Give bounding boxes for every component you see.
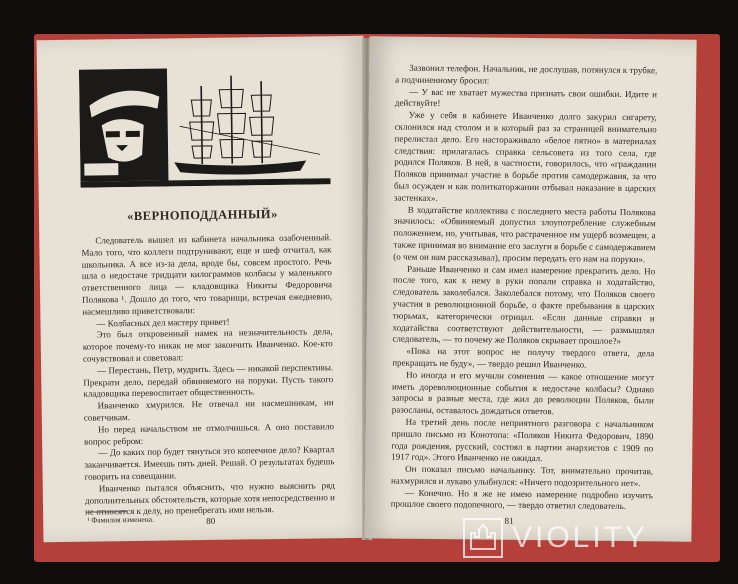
paragraph: В ходатайстве коллектива с последнего места работы Полякова значилось: «Обвиняемый допустил злоупотребление служебным положением, но, учитывая, что растраченное им ущерб возмещен, а также принимая во внимание его заслуги в борьбе с самодержавием (о чем он нам рассказывал), просим передать его нам на поруки». — [393, 204, 656, 264]
watermark-text: VIOLITY — [512, 521, 649, 554]
paragraph: Следователь вышел из кабинета начальника озабоченный. Мало того, что коллеги подтрунивают, еще и шеф отчитал, как школьника. А все из-за дела, вроде бы, совсем простого. Речь шла о недостаче тридцати килограммов колбасы у маленького ответственного лица — кладовщика Никиты Федоровича Полякова ¹. Дошло до того, что товарищи, встречая ежедневно, насмешливо приветствовали: — [81, 232, 333, 317]
left-page — [37, 36, 371, 543]
paragraph: Но иногда и его мучили сомнения — какое отношение могут иметь дореволюционные события к недостаче колбасы? Однако запросы в разные места, где жил до революции Поляков, были разосланы, оставалось дождаться ответов. — [391, 369, 655, 417]
paragraph: Иванченко хмурился. Не отвечал ни насмешникам, ни советчикам. — [83, 397, 334, 423]
page-number-left: 80 — [206, 515, 216, 526]
paragraph: — Конечно. Но я же не имею намерение подробно изучить прошлое своего подопечного, — твердо ответил следователь. — [390, 487, 653, 512]
paragraph: Иванченко пытался объяснить, что нужно выяснить ряд дополнительных обстоятельств, которые хотя непосредственно и не относятся к делу, но пренебрегать ими нельзя. — [84, 479, 335, 518]
paragraph: — До каких пор будет тянуться это копеечное дело? Квартал заканчивается. Имеешь пять дней. Решай. О результатах будешь говорить на совещании. — [84, 444, 335, 482]
paragraph: Это был откровенный намек на незначительность дела, которое почему-то никак не мог закончить Иванченко. Кое-кто сочувствовал и советовал: — [82, 326, 333, 364]
left-body-text — [81, 232, 335, 519]
right-page — [364, 36, 696, 541]
paragraph: Зазвонил телефон. Начальник, не дослушав, потянулся к трубке, а подчиненному бросил: — [395, 62, 658, 86]
castle-logo-icon — [462, 517, 504, 559]
paragraph: Но перед начальством не отмолчишься. А оно поставило вопрос ребром: — [84, 420, 334, 447]
paragraph: «Пока на этот вопрос не получу твердого ответа, дела прекращать не буду», — твердо решил Иванченко. — [392, 345, 655, 370]
paragraph: Уже у себя в кабинете Иванченко долго закурил сигарету, склонился над столом и в который раз за страницей внимательно перелистал дело. Его настораживало «белое пятно» в материалах следствия: прилагалась справка сельсовета из того села, где родился Поляков. В ней, в частности, говорилось, что «гражданин Поляков принимал участие в борьбе против самодержавия, за что был осужден и как политкаторжанин отбывал наказание в царских застенках». — [393, 109, 657, 203]
paragraph: Он показал письмо начальнику. Тот, внимательно прочитав, нахмурился и лукаво улыбнулся: «Ничего подозрительного нет». — [390, 463, 654, 489]
chapter-heading: «ВЕРНОПОДДАННЫЙ» — [127, 206, 278, 224]
paragraph: — Перестань, Петр, мудрить. Здесь — никакой перспективы. Прекрати дело, передай обвиняемого на поруки. Пусть такого кладовщика перевоспитает общественность. — [83, 361, 334, 400]
watermark — [462, 515, 648, 561]
paragraph: Раньше Иванченко и сам имел намерение прекратить дело. Но после того, как к нему в руки попали справка и ходатайство, следователь заколебался. Заколебался потому, что Поляков своего участия в революционной борьбе, о факте пребывания в царских тюрьмах, категорически отрицал. «Если данные справки и ходатайства соответствуют действительности, — размышлял следователь, — то почему же Поляков скрывает прошлое?» — [392, 263, 656, 347]
right-body-text — [391, 63, 658, 514]
paragraph: — Колбасных дел мастеру привет! — [96, 316, 230, 329]
chapter-illustration — [79, 64, 331, 187]
page-number-right: 81 — [504, 515, 514, 526]
footnote: ¹ Фамилия изменена. — [87, 514, 155, 525]
paragraph: — У вас не хватает мужества признать свои ошибки. Идите и действуйте! — [394, 86, 658, 109]
paragraph: На третий день после неприятного разговора с начальником пришло письмо из Конотопа: «Поляков Никита Федорович, 1890 года рождения, русский, состоял в партии анархистов с 1909 по 1917 год». Этого Иванченко не ожидал. — [391, 416, 654, 464]
